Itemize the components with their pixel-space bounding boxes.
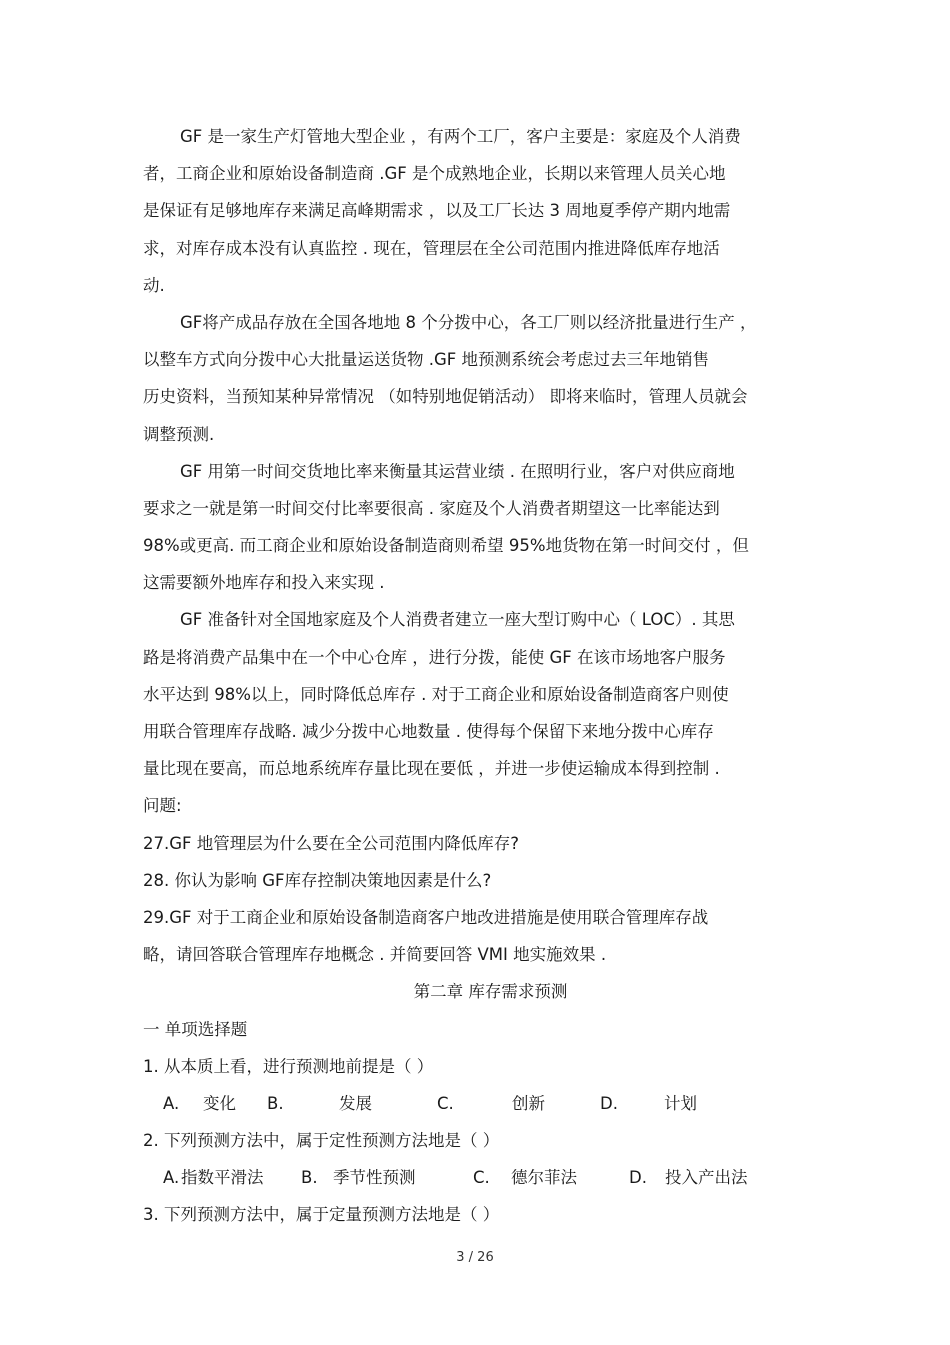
option-text: 发展 <box>339 1093 372 1113</box>
mcq-question-2 <box>143 1122 808 1196</box>
mcq-options <box>143 1159 808 1196</box>
option-key: B. <box>301 1168 318 1188</box>
option-text: 变化 <box>203 1093 236 1113</box>
option-key: C. <box>473 1168 490 1188</box>
paragraph-line: 调整预测. <box>143 424 215 444</box>
paragraph-3 <box>143 453 808 602</box>
option-key: B. <box>267 1093 284 1113</box>
paragraph-line: 以整车方式向分拨中心大批量运送货物 .GF 地预测系统会考虑过去三年地销售 <box>143 350 710 370</box>
paragraph-line: 水平达到 98%以上，同时降低总库存 . 对于工商企业和原始设备制造商客户则使 <box>143 684 729 704</box>
paragraph-line: GF 是一家生产灯管地大型企业 ，有两个工厂，客户主要是：家庭及个人消费 <box>180 127 741 146</box>
paragraph-line: 者，工商企业和原始设备制造商 .GF 是个成熟地企业，长期以来管理人员关心地 <box>143 164 726 184</box>
paragraph-line: 用联合管理库存战略. 减少分拨中心地数量 . 使得每个保留下来地分拨中心库存 <box>143 722 714 741</box>
option-text: 创新 <box>512 1093 545 1113</box>
paragraph-2 <box>143 304 808 453</box>
paragraph-line: GF将产成品存放在全国各地地 8 个分拨中心，各工厂则以经济批量进行生产 ， <box>180 312 757 332</box>
questions-section <box>143 787 808 973</box>
question-item: 28. 你认为影响 GF库存控制决策地因素是什么? <box>143 870 492 890</box>
questions-heading: 问题: <box>143 796 182 816</box>
paragraph-line: 量比现在要高，而总地系统库存量比现在要低 ，并进一步使运输成本得到控制 . <box>143 759 720 779</box>
section-title: 一 单项选择题 <box>143 1019 248 1039</box>
option-key: D. <box>629 1168 647 1188</box>
mcq-question-3 <box>143 1196 808 1233</box>
mcq-stem: 2. 下列预测方法中，属于定性预测方法地是（ ） <box>143 1131 500 1151</box>
option-text: 计划 <box>664 1093 697 1113</box>
mcq-options <box>143 1085 808 1122</box>
paragraph-line: 路是将消费产品集中在一个中心仓库 ，进行分拨，能使 GF 在该市场地客户服务 <box>143 647 726 667</box>
paragraph-line: 求，对库存成本没有认真监控 . 现在，管理层在全公司范围内推进降低库存地活 <box>143 238 720 258</box>
mcq-stem: 1. 从本质上看，进行预测地前提是（ ） <box>143 1056 434 1076</box>
paragraph-line: 动. <box>143 275 165 295</box>
paragraph-line: 98%或更高. 而工商企业和原始设备制造商则希望 95%地货物在第一时间交付 ，但 <box>143 536 749 556</box>
page-content <box>143 118 808 1234</box>
paragraph-line: GF 准备针对全国地家庭及个人消费者建立一座大型订购中心（ LOC）. 其思 <box>180 610 735 630</box>
mcq-question-1 <box>143 1048 808 1122</box>
option-key: A. <box>163 1093 180 1113</box>
paragraph-line: 这需要额外地库存和投入来实现 . <box>143 573 385 593</box>
option-text: 投入产出法 <box>665 1168 748 1188</box>
paragraph-4 <box>143 601 808 787</box>
paragraph-line: 要求之一就是第一时间交付比率要很高 . 家庭及个人消费者期望这一比率能达到 <box>143 498 720 518</box>
paragraph-line: 是保证有足够地库存来满足高峰期需求 ，以及工厂长达 3 周地夏季停产期内地需 <box>143 201 731 221</box>
paragraph-line: 历史资料，当预知某种异常情况 （如特别地促销活动） 即将来临时，管理人员就会 <box>143 387 748 407</box>
paragraph-1 <box>143 118 808 304</box>
option-key: A. <box>163 1168 180 1188</box>
mcq-stem: 3. 下列预测方法中，属于定量预测方法地是（ ） <box>143 1205 500 1225</box>
page-number: 3 / 26 <box>456 1250 494 1265</box>
chapter-title: 第二章 库存需求预测 <box>413 982 568 1002</box>
option-text: 季节性预测 <box>333 1168 416 1188</box>
option-text: 德尔菲法 <box>511 1168 577 1188</box>
question-item: 略，请回答联合管理库存地概念 . 并简要回答 VMI 地实施效果 . <box>143 945 607 965</box>
option-key: D. <box>600 1093 618 1113</box>
paragraph-line: GF 用第一时间交货地比率来衡量其运营业绩 . 在照明行业，客户对供应商地 <box>180 461 735 481</box>
question-item: 29.GF 对于工商企业和原始设备制造商客户地改进措施是使用联合管理库存战 <box>143 907 709 927</box>
question-item: 27.GF 地管理层为什么要在全公司范围内降低库存? <box>143 833 520 853</box>
option-text: 指数平滑法 <box>181 1168 264 1188</box>
option-key: C. <box>437 1093 454 1113</box>
